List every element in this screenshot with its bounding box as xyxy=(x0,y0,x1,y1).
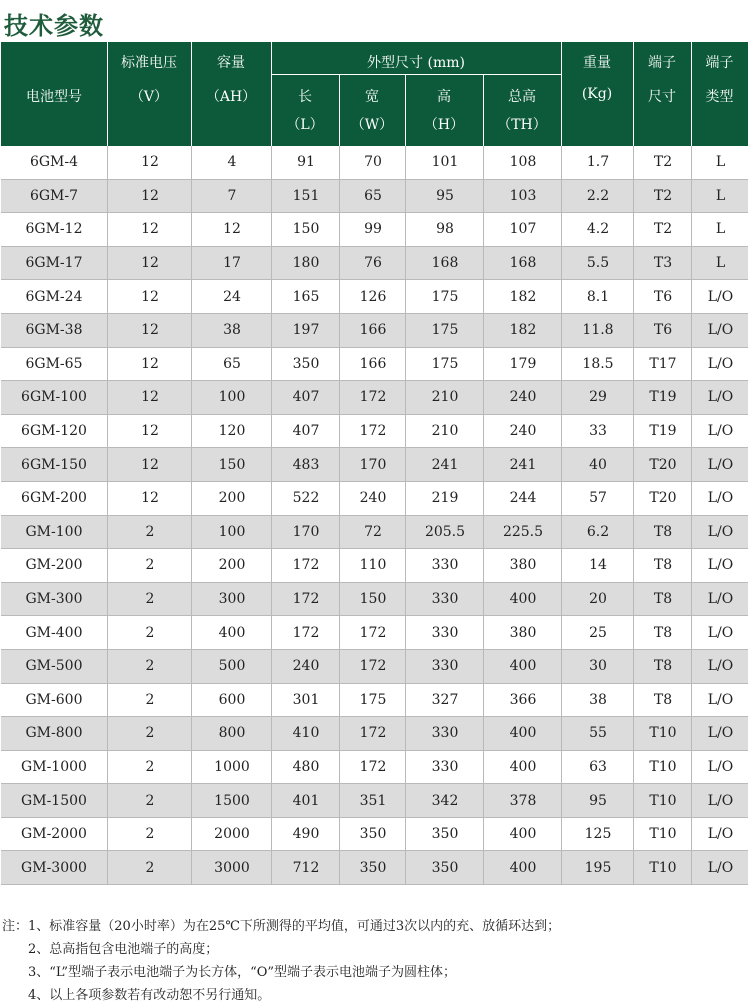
cell-capacity: 100 xyxy=(191,381,272,414)
cell-weight: 2.2 xyxy=(561,180,634,213)
cell-voltage: 12 xyxy=(107,180,192,213)
cell-weight: 4.2 xyxy=(561,213,634,246)
cell-length: 197 xyxy=(271,314,340,347)
header-terminal-type-line2: 类型 xyxy=(705,89,734,105)
cell-weight: 30 xyxy=(561,650,634,683)
header-terminal-size-line2: 尺寸 xyxy=(648,89,676,105)
cell-capacity: 1000 xyxy=(191,751,272,784)
cell-length: 91 xyxy=(271,146,340,179)
cell-total-height: 400 xyxy=(483,851,562,884)
cell-voltage: 2 xyxy=(107,784,192,817)
cell-total-height: 400 xyxy=(483,650,562,683)
cell-height: 205.5 xyxy=(405,516,484,549)
cell-length: 170 xyxy=(271,516,340,549)
cell-model: GM-400 xyxy=(25,624,83,641)
cell-height: 175 xyxy=(405,280,484,313)
cell-width: 170 xyxy=(339,448,406,481)
cell-capacity: 1500 xyxy=(191,784,272,817)
header-width-unit: （W） xyxy=(350,117,394,133)
cell-model: 6GM-38 xyxy=(25,322,83,339)
note-1: 注：1、标准容量（20小时率）为在25℃下所测得的平均值，可通过3次以内的充、放循环达到； xyxy=(2,919,561,934)
cell-voltage: 2 xyxy=(107,516,192,549)
cell-model: GM-600 xyxy=(25,691,83,708)
cell-model: 6GM-24 xyxy=(25,288,83,305)
header-terminal-size-line1: 端子 xyxy=(648,55,676,71)
table-row xyxy=(1,549,748,583)
cell-total-height: 378 xyxy=(483,784,562,817)
cell-terminal-type: L/O xyxy=(691,616,749,649)
cell-height: 342 xyxy=(405,784,484,817)
cell-height: 210 xyxy=(405,415,484,448)
cell-capacity: 17 xyxy=(191,247,272,280)
cell-weight: 25 xyxy=(561,616,634,649)
cell-width: 99 xyxy=(339,213,406,246)
cell-total-height: 107 xyxy=(483,213,562,246)
cell-terminal-type: L/O xyxy=(691,482,749,515)
note-3: 3、“L”型端子表示电池端子为长方体，“O”型端子表示电池端子为圆柱体； xyxy=(28,965,457,980)
cell-voltage: 12 xyxy=(107,314,192,347)
cell-model: GM-1500 xyxy=(21,792,87,809)
cell-terminal-type: L xyxy=(691,180,749,213)
cell-width: 126 xyxy=(339,280,406,313)
cell-length: 407 xyxy=(271,415,340,448)
cell-model: 6GM-4 xyxy=(29,154,79,171)
cell-height: 327 xyxy=(405,684,484,717)
cell-model: GM-500 xyxy=(25,658,83,675)
cell-terminal-size: T2 xyxy=(633,213,692,246)
header-weight-unit: (Kg) xyxy=(581,86,613,102)
cell-length: 401 xyxy=(271,784,340,817)
cell-length: 172 xyxy=(271,616,340,649)
cell-length: 240 xyxy=(271,650,340,683)
cell-terminal-size: T17 xyxy=(633,348,692,381)
cell-height: 330 xyxy=(405,751,484,784)
cell-weight: 40 xyxy=(561,448,634,481)
header-terminal-type-line1: 端子 xyxy=(705,55,734,71)
cell-terminal-size: T20 xyxy=(633,482,692,515)
cell-model: GM-3000 xyxy=(21,859,87,876)
cell-total-height: 366 xyxy=(483,684,562,717)
table-row xyxy=(1,482,748,516)
table-row xyxy=(1,415,748,449)
cell-weight: 95 xyxy=(561,784,634,817)
cell-length: 490 xyxy=(271,818,340,851)
table-row xyxy=(1,180,748,214)
cell-length: 301 xyxy=(271,684,340,717)
cell-model: GM-1000 xyxy=(21,758,87,775)
table-row xyxy=(1,213,748,247)
cell-weight: 195 xyxy=(561,851,634,884)
cell-terminal-size: T6 xyxy=(633,314,692,347)
cell-capacity: 120 xyxy=(191,415,272,448)
cell-length: 483 xyxy=(271,448,340,481)
cell-voltage: 2 xyxy=(107,616,192,649)
cell-total-height: 380 xyxy=(483,549,562,582)
cell-terminal-type: L/O xyxy=(691,314,749,347)
cell-terminal-size: T2 xyxy=(633,146,692,179)
cell-terminal-size: T19 xyxy=(633,381,692,414)
cell-weight: 5.5 xyxy=(561,247,634,280)
cell-height: 330 xyxy=(405,549,484,582)
cell-width: 65 xyxy=(339,180,406,213)
cell-terminal-size: T10 xyxy=(633,717,692,750)
cell-terminal-type: L/O xyxy=(691,583,749,616)
cell-voltage: 2 xyxy=(107,684,192,717)
cell-width: 76 xyxy=(339,247,406,280)
cell-terminal-size: T10 xyxy=(633,784,692,817)
cell-total-height: 179 xyxy=(483,348,562,381)
cell-model: 6GM-100 xyxy=(21,389,87,406)
cell-length: 350 xyxy=(271,348,340,381)
cell-height: 330 xyxy=(405,717,484,750)
cell-capacity: 200 xyxy=(191,482,272,515)
cell-total-height: 380 xyxy=(483,616,562,649)
cell-model: GM-300 xyxy=(25,591,83,608)
cell-length: 410 xyxy=(271,717,340,750)
header-capacity-unit: （AH） xyxy=(205,89,257,105)
cell-height: 350 xyxy=(405,851,484,884)
cell-terminal-type: L/O xyxy=(691,751,749,784)
cell-capacity: 600 xyxy=(191,684,272,717)
cell-capacity: 38 xyxy=(191,314,272,347)
table-header xyxy=(1,42,748,146)
cell-voltage: 12 xyxy=(107,482,192,515)
table-row xyxy=(1,516,748,550)
cell-model: 6GM-65 xyxy=(25,355,83,372)
cell-model: GM-2000 xyxy=(21,826,87,843)
cell-total-height: 400 xyxy=(483,717,562,750)
table-row xyxy=(1,717,748,751)
cell-weight: 1.7 xyxy=(561,146,634,179)
table-row xyxy=(1,381,748,415)
cell-width: 72 xyxy=(339,516,406,549)
cell-height: 350 xyxy=(405,818,484,851)
cell-terminal-size: T8 xyxy=(633,684,692,717)
header-voltage-unit: （V） xyxy=(129,89,169,105)
cell-length: 151 xyxy=(271,180,340,213)
cell-model: GM-800 xyxy=(25,725,83,742)
cell-capacity: 300 xyxy=(191,583,272,616)
cell-terminal-size: T8 xyxy=(633,549,692,582)
cell-terminal-type: L/O xyxy=(691,818,749,851)
cell-voltage: 2 xyxy=(107,818,192,851)
header-width: 宽 xyxy=(365,89,379,105)
table-row xyxy=(1,583,748,617)
cell-weight: 29 xyxy=(561,381,634,414)
cell-voltage: 2 xyxy=(107,583,192,616)
cell-length: 172 xyxy=(271,583,340,616)
cell-width: 110 xyxy=(339,549,406,582)
cell-terminal-type: L/O xyxy=(691,348,749,381)
cell-total-height: 240 xyxy=(483,381,562,414)
table-body xyxy=(1,146,748,885)
cell-capacity: 150 xyxy=(191,448,272,481)
cell-capacity: 7 xyxy=(191,180,272,213)
cell-width: 172 xyxy=(339,381,406,414)
cell-total-height: 240 xyxy=(483,415,562,448)
cell-capacity: 400 xyxy=(191,616,272,649)
cell-terminal-size: T8 xyxy=(633,616,692,649)
cell-height: 330 xyxy=(405,650,484,683)
cell-voltage: 2 xyxy=(107,717,192,750)
cell-length: 712 xyxy=(271,851,340,884)
cell-width: 172 xyxy=(339,415,406,448)
header-height: 高 xyxy=(437,89,451,105)
cell-width: 350 xyxy=(339,818,406,851)
cell-terminal-size: T3 xyxy=(633,247,692,280)
cell-model: 6GM-17 xyxy=(25,255,83,272)
cell-total-height: 182 xyxy=(483,280,562,313)
cell-model: 6GM-150 xyxy=(21,456,87,473)
cell-weight: 20 xyxy=(561,583,634,616)
cell-capacity: 100 xyxy=(191,516,272,549)
cell-terminal-type: L/O xyxy=(691,717,749,750)
cell-length: 165 xyxy=(271,280,340,313)
cell-total-height: 400 xyxy=(483,751,562,784)
cell-total-height: 182 xyxy=(483,314,562,347)
header-height-unit: （H） xyxy=(423,117,465,133)
cell-capacity: 800 xyxy=(191,717,272,750)
cell-height: 241 xyxy=(405,448,484,481)
cell-terminal-type: L/O xyxy=(691,684,749,717)
cell-terminal-type: L/O xyxy=(691,516,749,549)
cell-capacity: 500 xyxy=(191,650,272,683)
cell-voltage: 2 xyxy=(107,851,192,884)
cell-model: 6GM-120 xyxy=(21,423,87,440)
cell-capacity: 2000 xyxy=(191,818,272,851)
cell-terminal-size: T2 xyxy=(633,180,692,213)
notes xyxy=(2,915,747,1007)
spec-table xyxy=(1,42,748,885)
cell-length: 407 xyxy=(271,381,340,414)
cell-total-height: 241 xyxy=(483,448,562,481)
cell-width: 166 xyxy=(339,314,406,347)
header-length: 长 xyxy=(298,89,312,105)
cell-height: 101 xyxy=(405,146,484,179)
cell-capacity: 4 xyxy=(191,146,272,179)
cell-height: 210 xyxy=(405,381,484,414)
cell-voltage: 12 xyxy=(107,247,192,280)
page-title: 技术参数 xyxy=(4,12,104,40)
cell-voltage: 12 xyxy=(107,348,192,381)
cell-width: 175 xyxy=(339,684,406,717)
cell-capacity: 65 xyxy=(191,348,272,381)
cell-terminal-size: T8 xyxy=(633,583,692,616)
cell-total-height: 225.5 xyxy=(483,516,562,549)
table-row xyxy=(1,616,748,650)
table-row xyxy=(1,684,748,718)
cell-terminal-size: T8 xyxy=(633,650,692,683)
cell-terminal-type: L/O xyxy=(691,784,749,817)
cell-width: 172 xyxy=(339,717,406,750)
cell-terminal-type: L xyxy=(691,213,749,246)
cell-terminal-size: T10 xyxy=(633,818,692,851)
header-model: 电池型号 xyxy=(26,89,82,105)
header-length-unit: （L） xyxy=(286,117,324,133)
note-4: 4、以上各项参数若有改动恕不另行通知。 xyxy=(28,988,271,1003)
note-2: 2、总高指包含电池端子的高度； xyxy=(28,942,219,957)
table-row xyxy=(1,314,748,348)
cell-terminal-size: T19 xyxy=(633,415,692,448)
table-row xyxy=(1,650,748,684)
cell-length: 480 xyxy=(271,751,340,784)
header-total-height-unit: （TH） xyxy=(497,117,547,133)
cell-width: 166 xyxy=(339,348,406,381)
cell-terminal-size: T8 xyxy=(633,516,692,549)
cell-height: 175 xyxy=(405,348,484,381)
cell-weight: 38 xyxy=(561,684,634,717)
cell-terminal-size: T10 xyxy=(633,751,692,784)
cell-terminal-type: L xyxy=(691,146,749,179)
cell-terminal-type: L/O xyxy=(691,549,749,582)
cell-total-height: 168 xyxy=(483,247,562,280)
cell-model: GM-100 xyxy=(25,523,83,540)
cell-voltage: 12 xyxy=(107,146,192,179)
cell-total-height: 400 xyxy=(483,583,562,616)
cell-weight: 6.2 xyxy=(561,516,634,549)
cell-width: 240 xyxy=(339,482,406,515)
cell-height: 98 xyxy=(405,213,484,246)
cell-terminal-type: L/O xyxy=(691,381,749,414)
cell-width: 172 xyxy=(339,751,406,784)
cell-height: 219 xyxy=(405,482,484,515)
cell-width: 172 xyxy=(339,616,406,649)
cell-terminal-type: L/O xyxy=(691,415,749,448)
cell-length: 150 xyxy=(271,213,340,246)
cell-capacity: 3000 xyxy=(191,851,272,884)
cell-weight: 125 xyxy=(561,818,634,851)
cell-terminal-type: L/O xyxy=(691,448,749,481)
cell-length: 172 xyxy=(271,549,340,582)
cell-terminal-size: T6 xyxy=(633,280,692,313)
cell-capacity: 200 xyxy=(191,549,272,582)
header-weight: 重量 xyxy=(583,55,611,71)
cell-voltage: 12 xyxy=(107,213,192,246)
cell-voltage: 12 xyxy=(107,280,192,313)
cell-model: 6GM-200 xyxy=(21,490,87,507)
cell-model: 6GM-12 xyxy=(25,221,83,238)
table-row xyxy=(1,146,748,180)
cell-terminal-type: L/O xyxy=(691,280,749,313)
table-row xyxy=(1,818,748,852)
cell-width: 172 xyxy=(339,650,406,683)
cell-voltage: 2 xyxy=(107,650,192,683)
cell-voltage: 2 xyxy=(107,549,192,582)
table-row xyxy=(1,247,748,281)
cell-total-height: 400 xyxy=(483,818,562,851)
cell-length: 522 xyxy=(271,482,340,515)
cell-height: 330 xyxy=(405,583,484,616)
table-row xyxy=(1,348,748,382)
cell-terminal-type: L xyxy=(691,247,749,280)
cell-length: 180 xyxy=(271,247,340,280)
cell-weight: 55 xyxy=(561,717,634,750)
header-total-height: 总高 xyxy=(508,89,536,105)
cell-height: 168 xyxy=(405,247,484,280)
cell-model: 6GM-7 xyxy=(29,187,79,204)
cell-model: GM-200 xyxy=(25,557,83,574)
cell-terminal-size: T20 xyxy=(633,448,692,481)
table-row xyxy=(1,784,748,818)
header-voltage: 标准电压 xyxy=(121,55,177,71)
table-row xyxy=(1,280,748,314)
cell-height: 330 xyxy=(405,616,484,649)
cell-width: 350 xyxy=(339,851,406,884)
cell-terminal-type: L/O xyxy=(691,650,749,683)
cell-weight: 33 xyxy=(561,415,634,448)
cell-weight: 63 xyxy=(561,751,634,784)
table-row xyxy=(1,751,748,785)
cell-capacity: 12 xyxy=(191,213,272,246)
cell-width: 150 xyxy=(339,583,406,616)
cell-terminal-type: L/O xyxy=(691,851,749,884)
cell-voltage: 12 xyxy=(107,381,192,414)
cell-weight: 18.5 xyxy=(561,348,634,381)
cell-width: 70 xyxy=(339,146,406,179)
cell-height: 95 xyxy=(405,180,484,213)
cell-voltage: 12 xyxy=(107,448,192,481)
cell-voltage: 2 xyxy=(107,751,192,784)
cell-total-height: 108 xyxy=(483,146,562,179)
cell-total-height: 244 xyxy=(483,482,562,515)
cell-weight: 11.8 xyxy=(561,314,634,347)
cell-weight: 57 xyxy=(561,482,634,515)
header-capacity: 容量 xyxy=(217,55,245,71)
header-dimensions: 外型尺寸 (mm) xyxy=(367,55,465,71)
cell-capacity: 24 xyxy=(191,280,272,313)
table-row xyxy=(1,448,748,482)
cell-voltage: 12 xyxy=(107,415,192,448)
cell-total-height: 103 xyxy=(483,180,562,213)
cell-terminal-size: T10 xyxy=(633,851,692,884)
cell-width: 351 xyxy=(339,784,406,817)
cell-height: 175 xyxy=(405,314,484,347)
cell-weight: 14 xyxy=(561,549,634,582)
table-row xyxy=(1,851,748,885)
cell-weight: 8.1 xyxy=(561,280,634,313)
